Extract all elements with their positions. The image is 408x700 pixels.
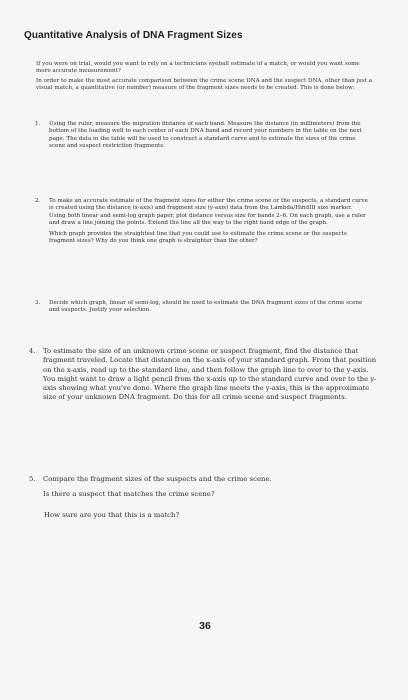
instruction-item-5 xyxy=(29,475,381,502)
item-text: To estimate the size of an unknown crime scene or suspect fragment, find the distance that fragment traveled. Locate that distance on the x-axis of your standard graph. From that position on the x-axis, read up to the standard line, and then follow the graph line to over to the y-axis. You might want to draw a light pencil from the x-axis up to the standard curve and over to the y-axis showing what you've done. Where the graph line meets the y-axis, this is the approximate size of your unknown DNA fragment. Do this for all crime scene and suspect fragments. xyxy=(43,347,377,402)
item-text: To make an accurate estimate of the fragment sizes for either the crime scene or the suspects, a standard curve is created using the distance (x-axis) and fragment size (y-axis) data from the Lambda/HindIII size marker. Using both linear and semi-log graph paper, plot distance versus size for bands 2–6. On each graph, use a ruler and draw a line joining the points. Extend the line all the way to the right hand edge of the graph. xyxy=(49,198,368,227)
item-number: 3. xyxy=(35,300,41,306)
item-number: 1. xyxy=(35,121,41,127)
item-text: Using the ruler, measure the migration distance of each band. Measure the distance (in millimeters) from the bottom of the loading well to each center of each DNA band and record your numbers in the table on the next page. The data in the table will be used to construct a standard curve and to estimate the sizes of the crime scene and suspect restriction fragments. xyxy=(49,121,362,150)
intro-paragraph-2: In order to make the most accurate comparison between the crime scene DNA and the suspect DNA, other than just a visual match, a quantitative (or number) measure of the fragment sizes needs to be created. This is done below: xyxy=(36,78,373,92)
instruction-item-4 xyxy=(29,347,381,406)
item-text: Compare the fragment sizes of the suspects and the crime scene. xyxy=(43,475,272,483)
intro-paragraph-1: If you were on trial, would you want to rely on a technicians eyeball estimate of a match, or would you want some more accurate measurement? xyxy=(36,61,360,75)
item-question: Is there a suspect that matches the crime scene? xyxy=(43,490,215,499)
instruction-item-2 xyxy=(35,198,370,248)
item-number: 2. xyxy=(35,198,41,204)
item-question: Which graph provides the straightest line that you could use to estimate the crime scene or the suspects fragment sizes? Why do you think one graph is straighter than the other? xyxy=(49,230,347,245)
instruction-item-1 xyxy=(35,121,370,154)
match-certainty-question: How sure are you that this is a match? xyxy=(44,511,180,519)
page-number: 36 xyxy=(199,620,211,632)
item-number: 5. xyxy=(29,475,36,483)
item-text: Decide which graph, linear of semi-log, should be used to estimate the DNA fragment sizes of the crime scene and suspects. Justify your selection. xyxy=(49,300,363,314)
instruction-item-3 xyxy=(35,300,370,318)
item-number: 4. xyxy=(29,347,36,355)
page-title: Quantitative Analysis of DNA Fragment Sizes xyxy=(24,30,243,41)
